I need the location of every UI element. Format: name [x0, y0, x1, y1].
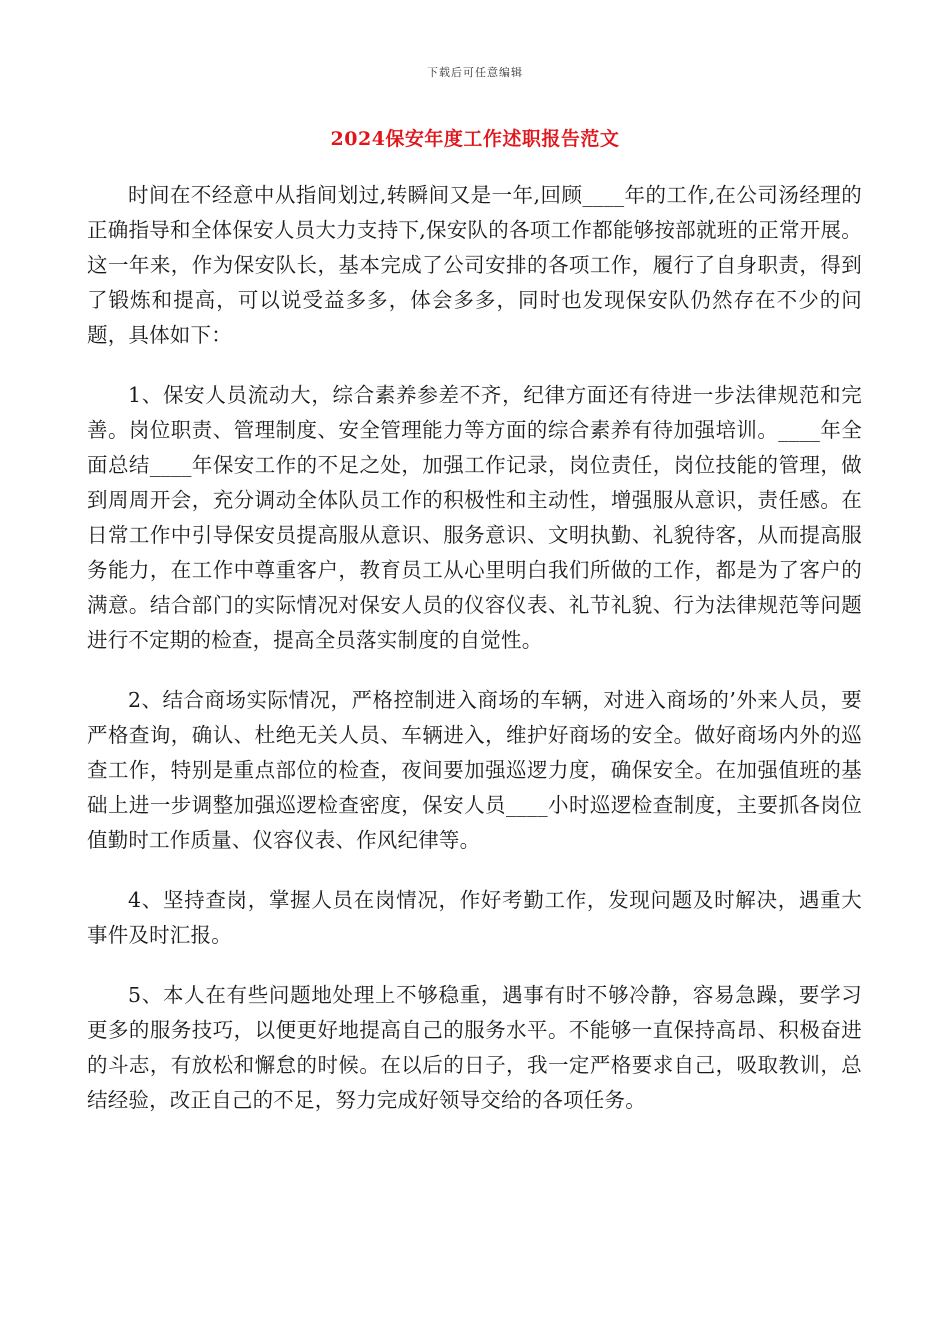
paragraph-intro: 时间在不经意中从指间划过,转瞬间又是一年,回顾____年的工作,在公司汤经理的正确指导和全体保安人员大力支持下,保安队的各项工作都能够按部就班的正常开展。这一年来，作为保安队长，基本完成了公司安排的各项工作，履行了自身职责，得到了锻炼和提高，可以说受益多多，体会多多，同时也发现保安队仍然存在不少的问题，具体如下：: [87, 183, 862, 347]
document-title: 2024保安年度工作述职报告范文: [330, 128, 620, 150]
paragraph-item-2: 2、结合商场实际情况，严格控制进入商场的车辆，对进入商场的’外来人员，要严格查询，确认、杜绝无关人员、车辆进入，维护好商场的安全。做好商场内外的巡查工作，特别是重点部位的检查，夜间要加强巡逻力度，确保安全。在加强值班的基础上进一步调整加强巡逻检查密度，保安人员____小时巡逻检查制度，主要抓各岗位值勤时工作质量、仪容仪表、作风纪律等。: [87, 688, 862, 852]
paragraph-item-1: 1、保安人员流动大，综合素养参差不齐，纪律方面还有待进一步法律规范和完善。岗位职责、管理制度、安全管理能力等方面的综合素养有待加强培训。____年全面总结____年保安工作的不足之处，加强工作记录，岗位责任，岗位技能的管理，做到周周开会，充分调动全体队员工作的积极性和主动性，增强服从意识，责任感。在日常工作中引导保安员提高服从意识、服务意识、文明执勤、礼貌待客，从而提高服务能力，在工作中尊重客户，教育员工从心里明白我们所做的工作，都是为了客户的满意。结合部门的实际情况对保安人员的仪容仪表、礼节礼貌、行为法律规范等问题进行不定期的检查，提高全员落实制度的自觉性。: [87, 383, 862, 652]
header-note: 下载后可任意编辑: [427, 66, 523, 79]
paragraph-item-4: 4、坚持查岗，掌握人员在岗情况，作好考勤工作，发现问题及时解决，遇重大事件及时汇报。: [87, 888, 862, 947]
paragraph-item-5: 5、本人在有些问题地处理上不够稳重，遇事有时不够冷静，容易急躁，要学习更多的服务技巧，以便更好地提高自己的服务水平。不能够一直保持高昂、积极奋进的斗志，有放松和懈怠的时候。在以后的日子，我一定严格要求自己，吸取教训，总结经验，改正自己的不足，努力完成好领导交给的各项任务。: [87, 983, 862, 1112]
document-body: [87, 178, 862, 1143]
